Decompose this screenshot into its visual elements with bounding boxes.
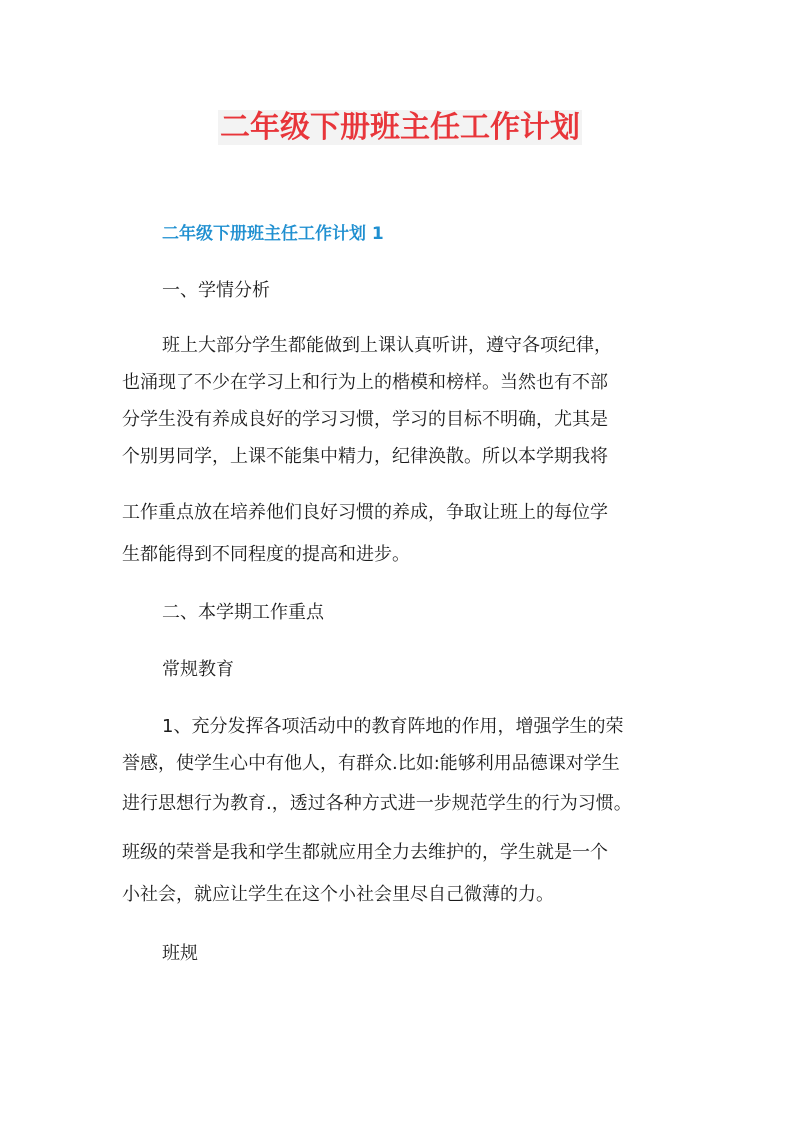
paragraph-line: 小社会，就应让学生在这个小社会里尽自己微薄的力。 — [122, 884, 554, 905]
heading-learning-analysis: 一、学情分析 — [162, 280, 270, 301]
document-title-text: 二年级下册班主任工作计划 — [220, 110, 580, 145]
paragraph-line: 生都能得到不同程度的提高和进步。 — [122, 544, 410, 565]
document-title — [0, 104, 800, 152]
subheading-routine-education: 常规教育 — [162, 659, 234, 680]
heading-work-focus: 二、本学期工作重点 — [162, 602, 324, 623]
subheading-class-rules: 班规 — [162, 943, 198, 964]
paragraph-line: 分学生没有养成良好的学习习惯，学习的目标不明确，尤其是 — [122, 409, 608, 430]
paragraph-line: 也涌现了不少在学习上和行为上的楷模和榜样。当然也有不部 — [122, 372, 608, 393]
section-heading: 二年级下册班主任工作计划 1 — [162, 224, 384, 244]
paragraph-line: 工作重点放在培养他们良好习惯的养成，争取让班上的每位学 — [122, 502, 608, 523]
paragraph-line: 进行思想行为教育.，透过各种方式进一步规范学生的行为习惯。 — [122, 793, 632, 814]
paragraph-line: 班级的荣誉是我和学生都就应用全力去维护的，学生就是一个 — [122, 842, 608, 863]
paragraph-line: 1、充分发挥各项活动中的教育阵地的作用，增强学生的荣 — [162, 716, 624, 737]
paragraph-line: 誉感，使学生心中有他人，有群众.比如:能够利用品德课对学生 — [122, 753, 620, 774]
paragraph-line: 个别男同学，上课不能集中精力，纪律涣散。所以本学期我将 — [122, 446, 608, 467]
paragraph-line: 班上大部分学生都能做到上课认真听讲，遵守各项纪律， — [162, 335, 612, 356]
